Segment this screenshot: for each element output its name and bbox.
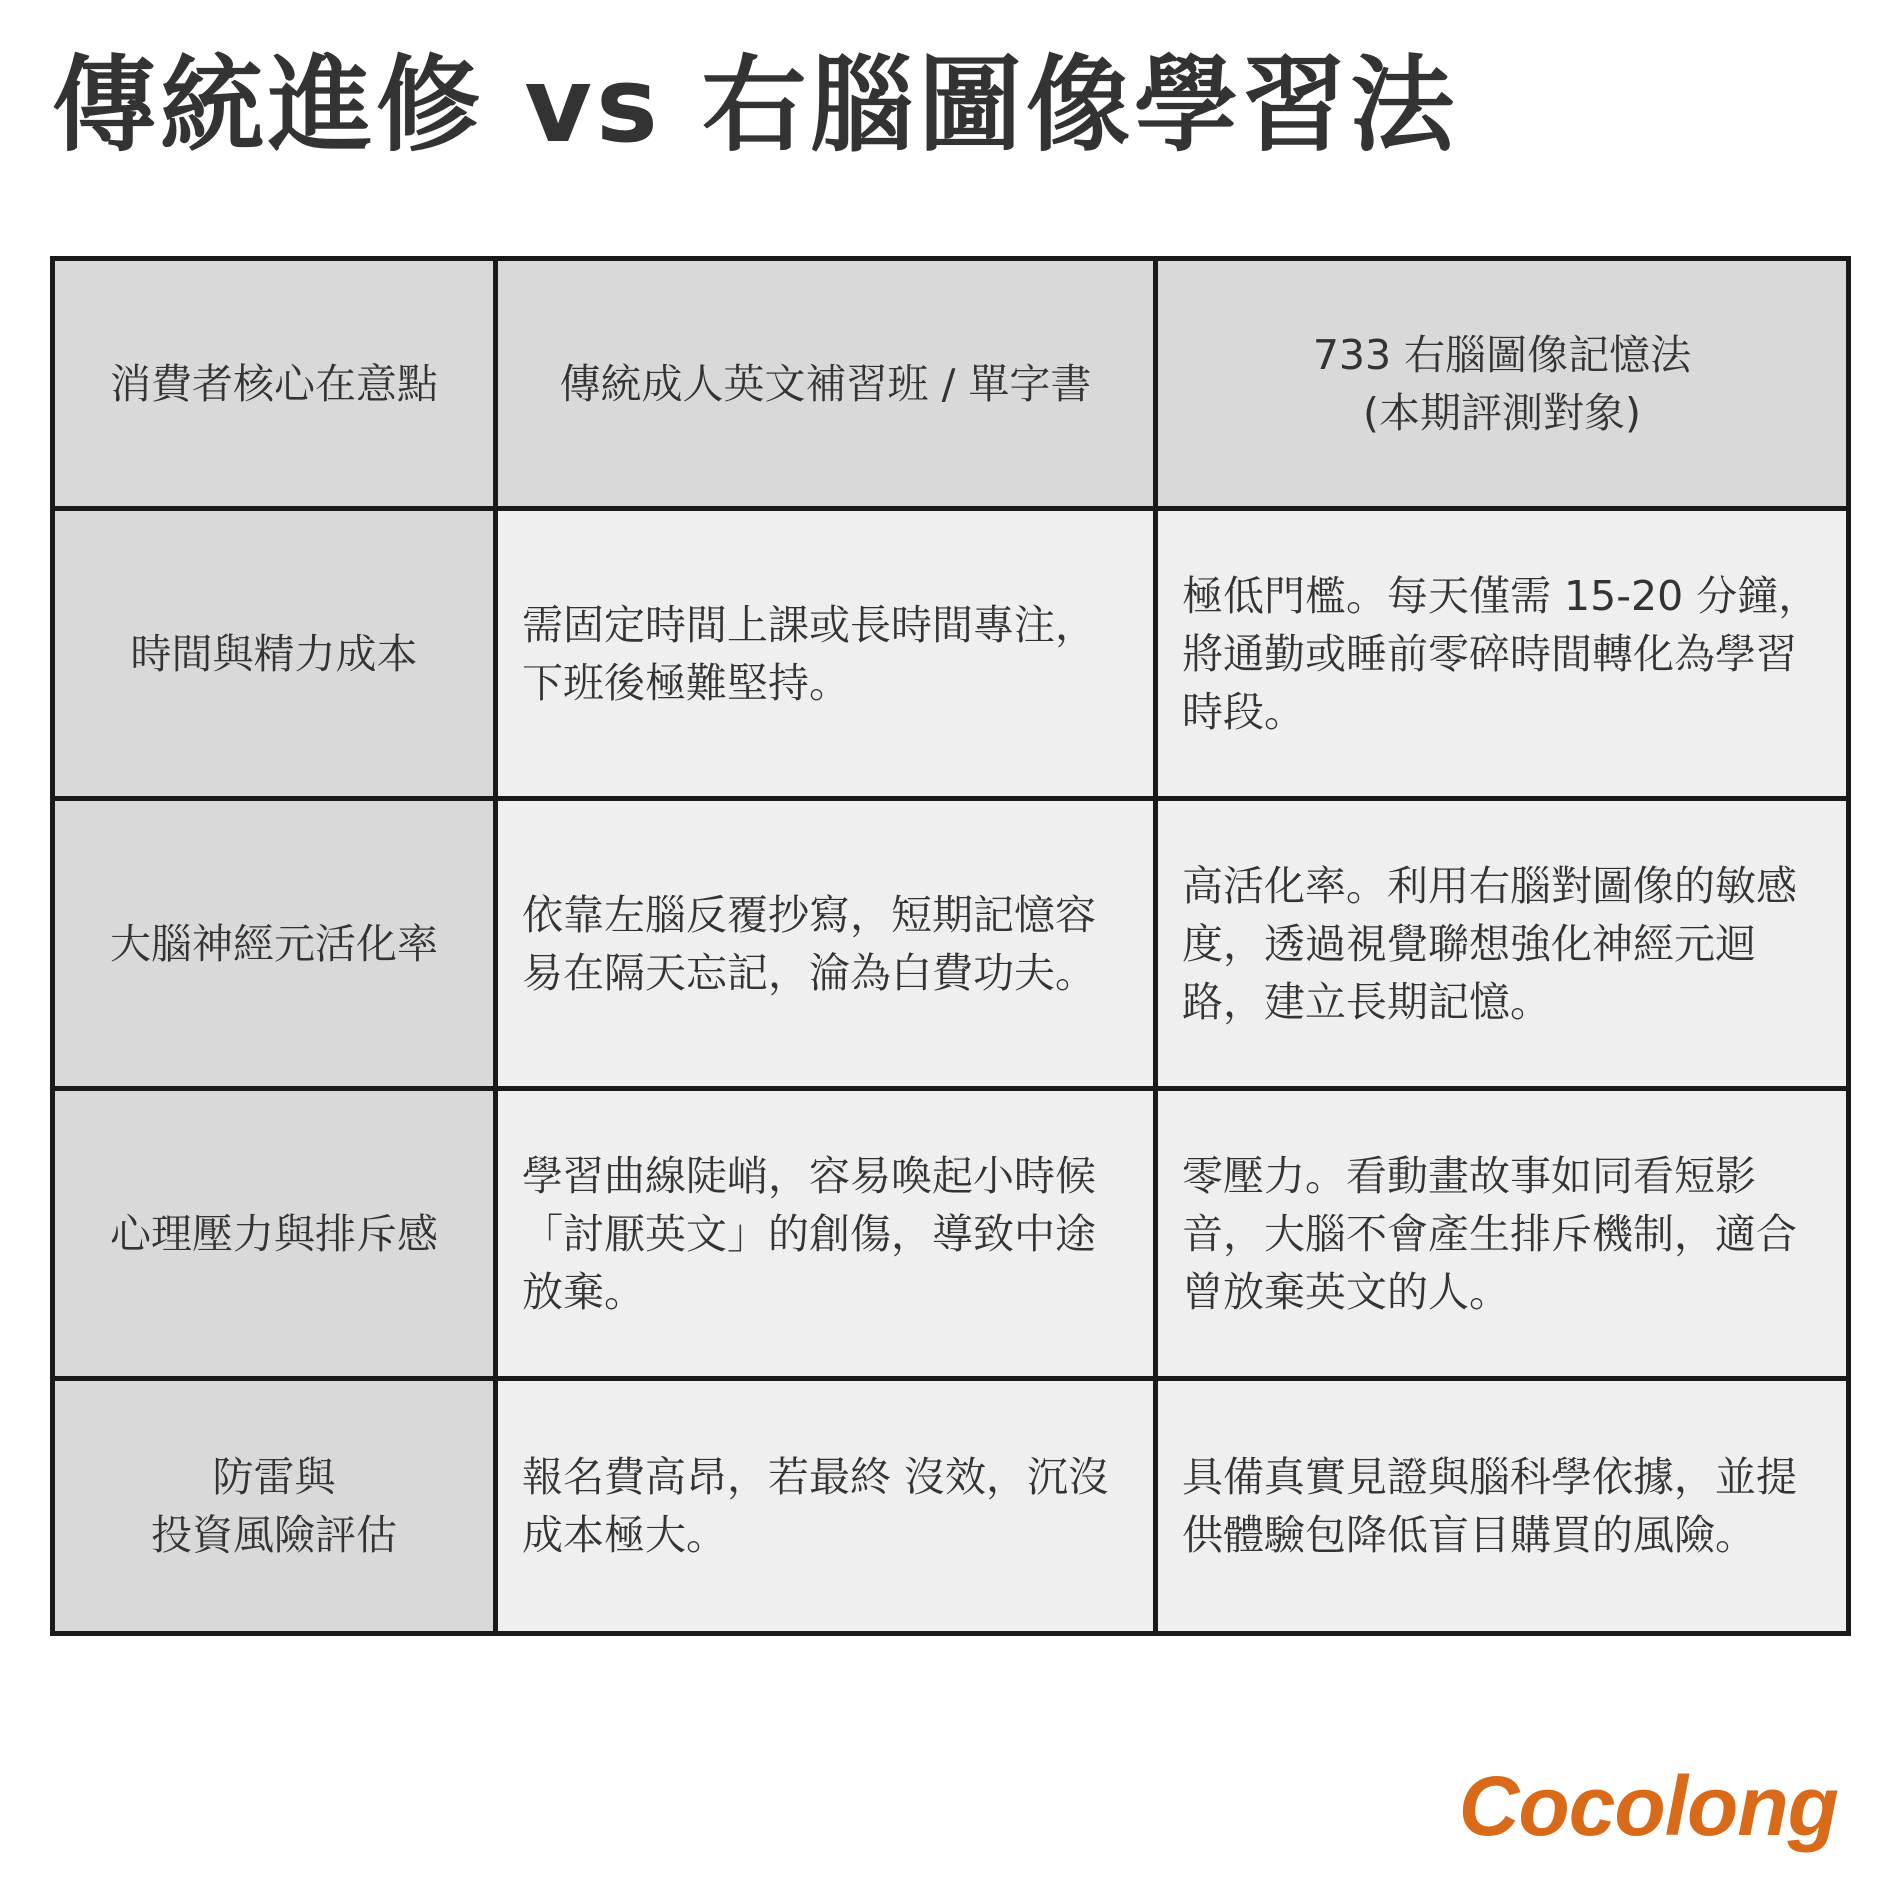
cell-traditional: 依靠左腦反覆抄寫，短期記憶容易在隔天忘記，淪為白費功夫。 (496, 799, 1156, 1089)
header-line: 傳統成人英文補習班 / 單字書 (559, 359, 1092, 408)
row-label-risk-assessment (53, 1379, 496, 1634)
table-row (53, 509, 1849, 799)
row-label-line: 大腦神經元活化率 (110, 919, 438, 968)
cell-right-brain: 極低門檻。每天僅需 15-20 分鐘，將通勤或睡前零碎時間轉化為學習時段。 (1156, 509, 1849, 799)
row-label-psychological-pressure (53, 1089, 496, 1379)
header-line: 733 右腦圖像記憶法 (1312, 330, 1692, 379)
row-label-time-cost (53, 509, 496, 799)
table-row (53, 799, 1849, 1089)
row-label-neuron-activation (53, 799, 496, 1089)
cell-traditional: 報名費高昂，若最終 沒效，沉沒成本極大。 (496, 1379, 1156, 1634)
header-line: (本期評測對象) (1363, 388, 1641, 437)
header-consumer-concern (53, 259, 496, 509)
header-line: 消費者核心在意點 (110, 359, 438, 408)
row-label-line: 防雷與 (212, 1453, 336, 1501)
page-title: 傳統進修 vs 右腦圖像學習法 (52, 44, 1459, 166)
row-label-line: 心理壓力與排斥感 (110, 1209, 438, 1258)
cell-right-brain: 具備真實見證與腦科學依據，並提供體驗包降低盲目購買的風險。 (1156, 1379, 1849, 1634)
cocolong-logo: Cocolong (1458, 1759, 1838, 1853)
comparison-table (50, 256, 1851, 1636)
row-label-line: 時間與精力成本 (130, 629, 418, 678)
cell-right-brain: 高活化率。利用右腦對圖像的敏感度，透過視覺聯想強化神經元迴路，建立長期記憶。 (1156, 799, 1849, 1089)
cell-traditional: 需固定時間上課或長時間專注，下班後極難堅持。 (496, 509, 1156, 799)
row-label-line: 投資風險評估 (151, 1511, 397, 1559)
table-header-row (53, 259, 1849, 509)
table-row (53, 1089, 1849, 1379)
header-traditional (496, 259, 1156, 509)
cell-traditional: 學習曲線陡峭，容易喚起小時候「討厭英文」的創傷，導致中途放棄。 (496, 1089, 1156, 1379)
table-row (53, 1379, 1849, 1634)
cell-right-brain: 零壓力。看動畫故事如同看短影音，大腦不會產生排斥機制，適合曾放棄英文的人。 (1156, 1089, 1849, 1379)
header-right-brain (1156, 259, 1849, 509)
